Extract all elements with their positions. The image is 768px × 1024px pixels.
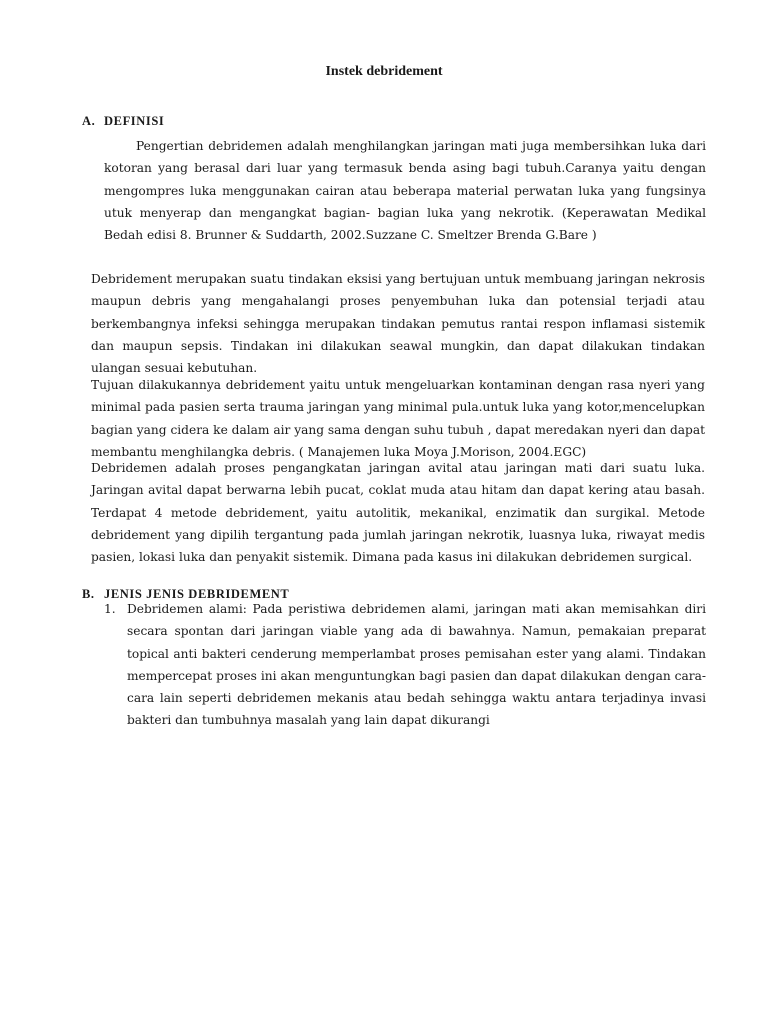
section-a-letter: A. <box>82 114 96 128</box>
list-item <box>104 598 706 732</box>
list-item-text: Debridemen alami: Pada peristiwa debridemen alami, jaringan mati akan memisahkan diri secara spontan dari jaringan viable yang ada di bawahnya. Namun, pemakaian preparat topical anti bakteri cenderung memperlambat proses pemisahan ester yang alami. Tindakan mempercepat proses ini akan menguntungkan bagi pasien dan dapat dilakukan dengan cara-cara lain seperti debridemen mekanis atau bedah sehingga waktu antara terjadinya invasi bakteri dan tumbuhnya masalah yang lain dapat dikurangi <box>127 602 706 728</box>
debridement-types-list <box>104 598 706 732</box>
section-b-letter: B. <box>82 587 95 601</box>
document-title: Instek debridement <box>325 64 443 79</box>
purpose-paragraph: Tujuan dilakukannya debridement yaitu untuk mengeluarkan kontaminan dengan rasa nyeri yang minimal pada pasien serta trauma jaringan yang minimal pula.untuk luka yang kotor,mencelupkan bagian yang cidera ke dalam air yang sama dengan suhu tubuh , dapat meredakan nyeri dan dapat membantu menghilangka debris. ( Manajemen luka Moya J.Morison, 2004.EGC) <box>91 378 705 459</box>
list-item-number: 1. <box>104 602 116 616</box>
methods-paragraph: Debridemen adalah proses pengangkatan jaringan avital atau jaringan mati dari suatu luka. Jaringan avital dapat berwarna lebih pucat, coklat muda atau hitam dan dapat kering atau basah. Terdapat 4 metode debridement, yaitu autolitik, mekanikal, enzimatik dan surgikal. Metode debridement yang dipilih tergantung pada jumlah jaringan nekrotik, luasnya luka, riwayat medis pasien, lokasi luka dan penyakit sistemik. Dimana pada kasus ini dilakukan debridemen surgical. <box>91 461 705 565</box>
debridement-paragraph: Debridement merupakan suatu tindakan eksisi yang bertujuan untuk membuang jaringan nekrosis maupun debris yang mengahalangi proses penyembuhan luka dan potensial terjadi atau berkembangnya infeksi sehingga merupakan tindakan pemutus rantai respon inflamasi sistemik dan maupun sepsis. Tindakan ini dilakukan seawal mungkin, dan dapat dilakukan tindakan ulangan sesuai kebutuhan. <box>91 272 705 376</box>
definition-paragraph: Pengertian debridemen adalah menghilangkan jaringan mati juga membersihkan luka dari kotoran yang berasal dari luar yang termasuk benda asing bagi tubuh.Caranya yaitu dengan mengompres luka menggunakan cairan atau beberapa material perwatan luka yang fungsinya utuk menyerap dan mengangkat bagian- bagian luka yang nekrotik. (Keperawatan Medikal Bedah edisi 8. Brunner & Suddarth, 2002.Suzzane C. Smeltzer Brenda G.Bare ) <box>104 139 706 243</box>
section-a-heading <box>82 114 164 129</box>
section-b-title: JENIS JENIS DEBRIDEMENT <box>104 587 290 601</box>
section-a-title: DEFINISI <box>104 114 165 128</box>
